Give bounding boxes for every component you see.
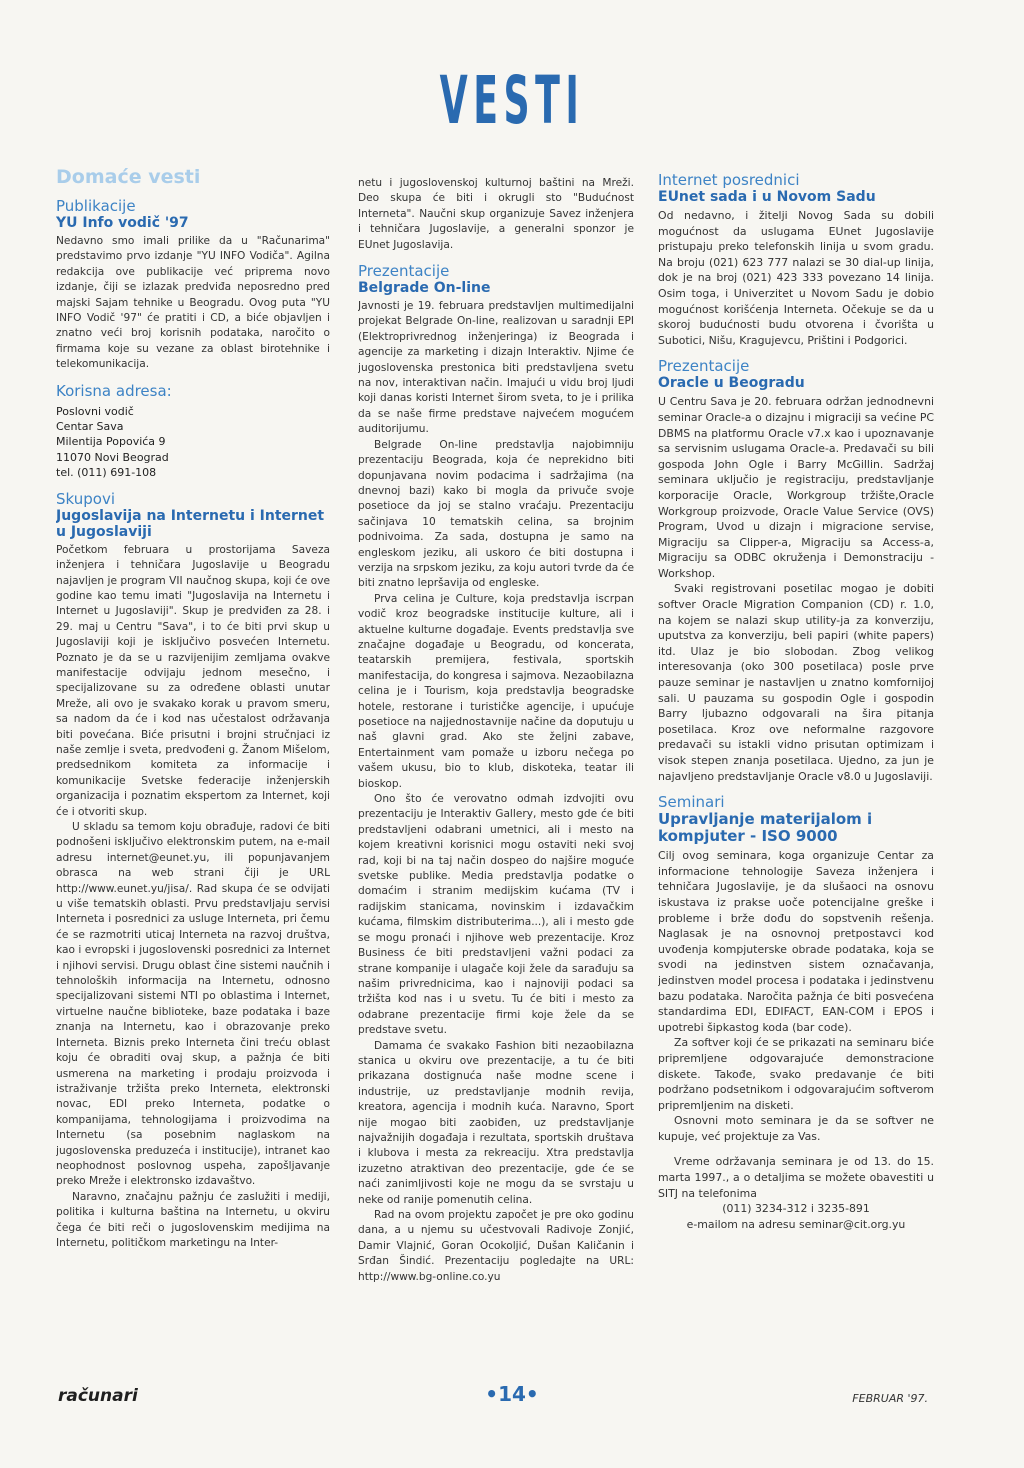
address-kicker: Korisna adresa: [56,381,172,400]
article-kicker: Prezentacije [358,262,450,281]
page-number: •14• [485,1382,539,1406]
article-paragraph: Damama će svakako Fashion biti nezaobilazna stanica u okviru ove prezentacije, a tu će biti prikazana dostignuća naše modne scene i industrije, uz predstavljanje modnih revija, kreatora, agencija i modnih kuća. Naravno, Sport nije mogao biti zaobiđen, uz predstavljanje najvažnijih događaja i rezultata, sportskih društava i klubova i mesta za rekreaciju. Xtra predstavlja izuzetno atraktivan deo prezentacije, gde će se naći zanimljivosti koje ne mogu da se svrstaju u neke od ranije pomenutih celina. [358,1039,634,1206]
article-paragraph: U Centru Sava je 20. februara održan jednodnevni seminar Oracle-a o dizajnu i migraciji sa većine PC DBMS na platformu Oracle v7.x kao i upoznavanje sa servisnim uslugama Oracle-a. Predavači su bili gospoda John Ogle i Barry McGillin. Sadržaj seminara uključio je registraciju, predstavljanje korporacije Oracle, Workgroup tržište,Oracle Workgroup proizvode, Oracle Value Service (OVS) Program, Uvod u dizajn i migracione servise, Migraciju sa Clipper-a, Migraciju sa Access-a, Migraciju sa ODBC okruženja i Demonstraciju - Workshop. [658,395,934,580]
article-headline: Jugoslavija na Internetu i Internet u Jugoslaviji [56,507,325,540]
address-line: Poslovni vodič [56,404,134,418]
column-2 [358,176,634,1376]
article-paragraph: Svaki registrovani posetilac mogao je dobiti softver Oracle Migration Companion (CD) r. 1.0, na kojem se nalazi skup utility-ja za konverziju, uputstva za konverziju, beli papiri (white papers) itd. Ulaz je bio slobodan. Zbog velikog interesovanja (oko 300 posetilaca) posle prve pauze seminar je nastavljen u znatno komfornijoj sali. U pauzama su gospodin Ogle i gospodin Barry ljubazno odgovarali na šira pitanja posetilaca. Kroz ove neformalne razgovore predavači su istakli vidno prisutan optimizam i visok stepen znanja posetilaca. Ujedno, za jun je najavljeno predstavljanje Oracle v8.0 u Jugoslaviji. [658,582,934,783]
article-headline: EUnet sada i u Novom Sadu [658,189,876,205]
article-kicker: Skupovi [56,489,115,508]
address-line: tel. (011) 691-108 [56,466,157,480]
article-headline: Upravljanje materijalom i kompjuter - ISO 9000 [658,810,873,846]
article-kicker: Prezentacije [658,357,750,376]
article-paragraph: Početkom februara u prostorijama Saveza inženjera i tehničara Jugoslavije u Beogradu najavljen je program VII naučnog skupa, koji će ove godine kao temu imati "Jugoslavija na Internetu i Internet u Jugoslaviji". Skup je predviđen za 28. i 29. maj u Centru "Sava", i to će biti prvi skup u Jugoslaviji koji je isključivo posvećen Internetu. Poznato je da se u razvijenijim zemljama ovakve manifestacije odvijaju jednom mesečno, i specijalizovane su za određene oblasti unutar Mreže, ali ovo je svakako korak u pravom smeru, sa nadom da će i kod nas učestalost održavanja biti povećana. Biće prisutni i brojni stručnjaci iz naše zemlje i sveta, predvođeni g. Žanom Mišelom, predsednikom komiteta za informacije i komunikacije Svetske federacije inženjerskih organizacija i poznatim ekspertom za Internet, koji će i otvoriti skup. [56,543,330,818]
article-paragraph: Javnosti je 19. februara predstavljen multimedijalni projekat Belgrade On-line, realizovan u saradnji EPI (Elektroprivrednog inženjeringa) iz Beograda i agencije za marketing i dizajn Interaktiv. Njime će jugoslovenska prestonica biti predstavljena svetu na nov, interaktivan način. Imajući u vidu broj ljudi koji danas koristi Internet širom sveta, to je i prilika da se naše firme predstave najvećem mogućem auditorijumu. [358,300,634,436]
address-line: Milentija Popovića 9 [56,435,166,449]
article-headline: Belgrade On-line [358,280,491,297]
article-paragraph: U skladu sa temom koju obrađuje, radovi će biti podnošeni isključivo elektronskim putem, na e-mail adresu internet@eunet.yu, ili popunjavanjem obrasca na web strani čiji je URL http://www.eunet.yu/jisa/. Rad skupa će se odvijati u više tematskih oblasti. Prvu predstavljaju servisi Interneta i posrednici za usluge Interneta, pri čemu će se razmotriti uticaj Interneta na razvoj društva, kao i evropski i jugoslovenski posrednici za Internet i njihovi servisi. Drugu oblast čine sistemi naučnih i tehnoloških informacija na Internetu, odnosno specijalizovani sistemi NTI po oblastima i Internet, virtuelne naučne biblioteke, baze podataka i baze znanja na Internetu, kao i obrazovanje preko Interneta. Biznis preko Interneta čini treću oblast koju će obraditi ovaj skup, a pažnja će biti usmerena na marketing i prodaju proizvoda i istraživanje tržišta preko Interneta, elektronski novac, EDI preko Interneta, podatke o kompanijama, tehnologijama i proizvodima na Internetu (sa posebnim naglaskom na jugoslovenska preduzeća i institucije), intranet kao neophodnost poslovnog uspeha, zapošljavanje preko Mreže i elektronsko izdavaštvo. [56,821,330,1188]
section-title: Domaće vesti [56,166,201,188]
article-paragraph: Nedavno smo imali prilike da u "Računarima" predstavimo prvo izdanje "YU INFO Vodiča". Agilna redakcija ove publikacije već priprema novo izdanje, čiji se izlazak predviđa neposredno pred majski Sajam tehnike u Beogradu. Ovog puta "YU INFO Vodič '97" će pratiti i CD, a biće objavljen i znatno veći broj korisnih podataka, naročito o firmama koje su vezane za oblast birotehnike i telekomunikacija. [56,235,330,371]
article-paragraph: Vreme održavanja seminara je od 13. do 15. marta 1997., a o detaljima se možete obavestiti u SITJ na telefonima [658,1155,934,1200]
article-paragraph: Ono što će verovatno odmah izdvojiti ovu prezentaciju je Interaktiv Gallery, mesto gde će biti predstavljeni odabrani umetnici, ali i mesto na kojem kreativni korisnici mogu ostaviti neki svoj rad, koji bi na taj način dospeo do najšire moguće svetske publike. Media predstavlja podatke o domaćim i stranim medijskim kućama (TV i radijskim stanicama, novinskim i izdavačkim kućama, filmskim distributerima...), ali i mesto gde se mogu pronaći i njihove web prezentacije. Kroz Business će biti predstavljeni važni podaci za strane kompanije i ulagače koji žele da sarađuju sa našim privrednicima, kao i najnoviji podaci sa tržišta kod nas i u svetu. Tu će biti i mesto za odabrane prezentacije firmi koje žele da se predstave svetu. [358,793,634,1037]
article-paragraph: Naravno, značajnu pažnju će zaslužiti i mediji, politika i kulturna baština na Internetu, u okviru čega će biti reči o jugoslovenskim medijima na Internetu, političkom marketingu na Inter- [56,1190,330,1249]
address-line: Centar Sava [56,420,124,434]
article-paragraph: Prva celina je Culture, koja predstavlja iscrpan vodič kroz beogradske institucije kulture, ali i aktuelne kulturne događaje. Events predstavlja sve značajne događaje u Beogradu, od koncerata, teatarskih premijera, festivala, sportskih manifestacija, do kongresa i sajmova. Nezaobilazna celina je i Tourism, koja predstavlja beogradske hotele, restorane i turističke agencije, i upućuje posetioce na najjednostavnije načine da doputuju u naš glavni grad. Ako ste željni zabave, Entertainment vam pomaže u izboru nečega po vašem ukusu, bio to klub, diskoteka, teatar ili bioskop. [358,592,634,790]
masthead: VESTI [439,62,585,139]
article-headline: Oracle u Beogradu [658,375,805,392]
article-kicker: Internet posrednici [658,172,800,189]
contact-phone: (011) 3234-312 i 3235-891 [722,1202,870,1216]
article-paragraph: Osnovni moto seminara je da se softver ne kupuje, već projektuje za Vas. [658,1114,934,1143]
article-paragraph: netu i jugoslovenskoj kulturnoj baštini na Mreži. Deo skupa će biti i okrugli sto "Budućnost Interneta". Naučni skup organizuje Savez inženjera i tehničara Jugoslavije, a generalni sponzor je EUnet Jugoslavija. [358,177,634,251]
article-paragraph: Od nedavno, i žitelji Novog Sada su dobili mogućnost da uslugama EUnet Jugoslavije pristupaju preko telefonskih linija u svom gradu. Na broju (021) 623 777 nalazi se 30 dial-up linija, dok je na broj (021) 423 333 povezano 14 linija. Osim toga, i Univerzitet u Novom Sadu je dobio mogućnost korišćenja Interneta. Očekuje se da u skorој budućnosti budu otvorena i čvorišta u Subotici, Nišu, Kragujevcu, Prištini i Podgorici. [658,209,934,347]
article-paragraph: Za softver koji će se prikazati na seminaru biće pripremljene odgovarajuće demonstracione diskete. Takođe, svako predavanje će biti podržano podsetnikom i odgovarajućim softverom pripremljenim na disketi. [658,1036,934,1112]
address-line: 11070 Novi Beograd [56,450,169,464]
issue-date: FEBRUAR '97. [852,1392,928,1405]
article-paragraph: Cilj ovog seminara, koga organizuje Centar za informacione tehnologije Saveza inženjera i tehničara Jugoslavije, je da slušaoci na osnovu iskustava iz prakse uoče potencijalne greške i probleme i brže dođu do sopstvenih rešenja. Naglasak je na osnovnoj pretpostavci kod uvođenja kompjuterske obrade podataka, koja se svodi na jedinstven sistem označavanja, jedinstven model procesa i podataka i jedinstvenu bazu podataka. Naročita pažnja će biti posvećena standardima EDI, EDIFACT, EAN-COM i EPOS i upotrebi šipkastog koda (bar code). [658,849,934,1034]
article-paragraph: Belgrade On-line predstavlja najobimniju prezentaciju Beograda, koja će neprekidno biti dopunjavana novim podacima i sadržajima (na dnevnoj bazi) kako bi mogla da privuče svoje posetioce da joj se stalno vraćaju. Prezentaciju sačinjava 10 tematskih celina, sa brojnim podnivoima. Za sada, dostupna je samo na engleskom jeziku, ali uskoro će biti dostupna i verzija na srpskom jeziku, za koju autori tvrde da će biti znatno lepršavija od engleske. [358,438,634,590]
contact-email: e-mailom na adresu seminar@cit.org.yu [686,1217,906,1231]
article-paragraph: Rad na ovom projektu započet je pre oko godinu dana, a u njemu su učestvovali Radivoje Zonjić, Damir Vlajnić, Goran Ocokoljić, Dušan Kaličanin i Srđan Šindić. Prezentaciju pogledajte na URL: http://www.bg-online.co.yu [358,1209,634,1283]
article-kicker: Seminari [658,793,725,812]
column-3 [658,172,934,1372]
article-headline: YU Info vodič '97 [56,215,189,231]
magazine-logo: računari [58,1386,138,1406]
column-1 [56,166,330,1366]
article-kicker: Publikacije [56,197,136,215]
